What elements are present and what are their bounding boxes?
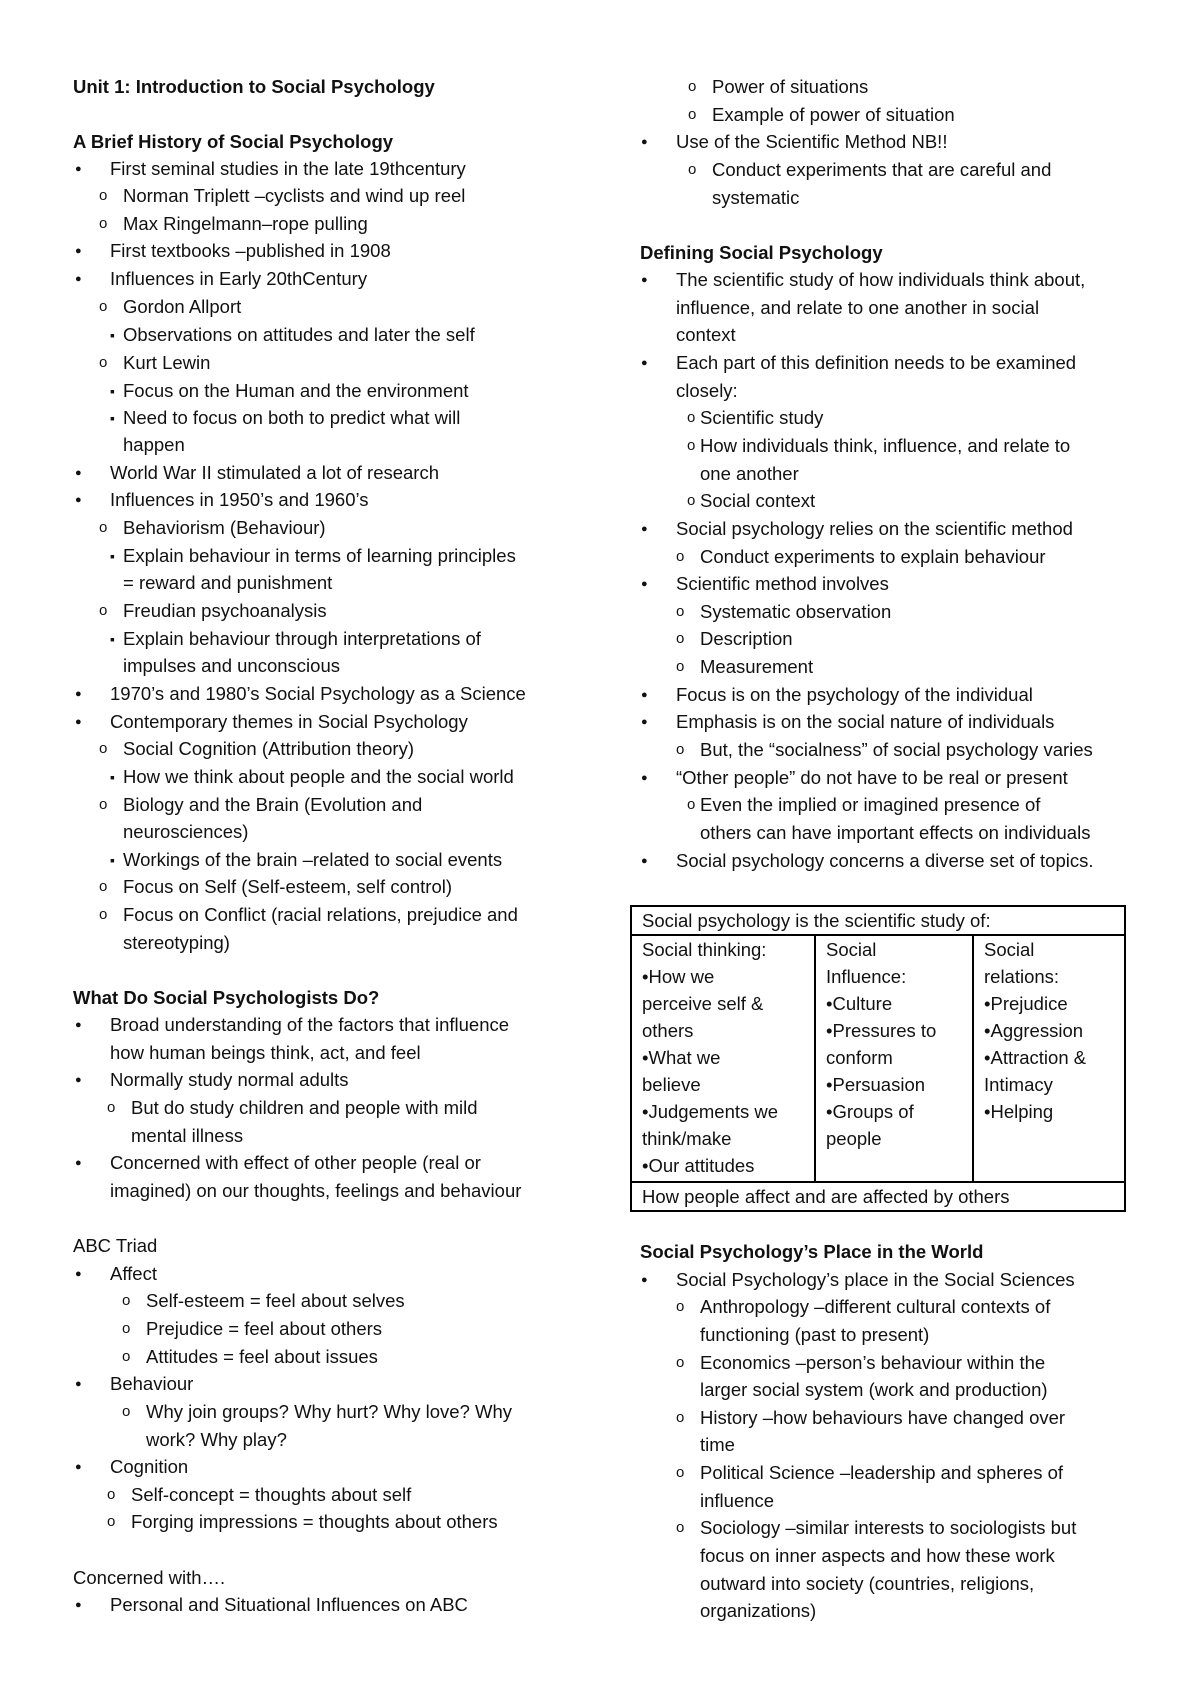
list-item: o Behaviorism (Behaviour) <box>123 517 326 539</box>
table-cell-social-relations <box>973 935 1125 1182</box>
section-heading-defining: Defining Social Psychology <box>640 242 883 263</box>
list-item: closely: <box>676 380 738 401</box>
cell-line: Social <box>826 939 877 960</box>
list-item: ▪ Focus on the Human and the environment <box>123 380 469 402</box>
list-item: systematic <box>712 187 800 208</box>
list-item: o Gordon Allport <box>123 296 241 318</box>
list-item: o Attitudes = feel about issues <box>146 1346 378 1368</box>
list-item: organizations) <box>700 1600 817 1621</box>
list-item: o Kurt Lewin <box>123 352 210 374</box>
cell-line: believe <box>642 1074 701 1095</box>
cell-line: people <box>826 1128 882 1149</box>
list-item: o Scientific study <box>700 407 823 429</box>
list-item: o Conduct experiments to explain behaviour <box>700 546 1046 568</box>
list-item: ● World War II stimulated a lot of research <box>110 462 439 484</box>
section-heading-place: Social Psychology’s Place in the World <box>640 1241 984 1262</box>
list-item: o Anthropology –different cultural contexts of <box>700 1296 1050 1318</box>
list-item: ● Focus is on the psychology of the individual <box>676 684 1033 706</box>
page-title: Unit 1: Introduction to Social Psychology <box>73 76 435 97</box>
list-item: functioning (past to present) <box>700 1324 930 1345</box>
list-item: o Freudian psychoanalysis <box>123 600 327 622</box>
cell-line: conform <box>826 1047 893 1068</box>
list-item: ● Affect <box>110 1263 157 1285</box>
cell-line: •Judgements we <box>642 1101 779 1122</box>
list-item: ● Personal and Situational Influences on ABC <box>110 1594 468 1616</box>
list-item: o Self-esteem = feel about selves <box>146 1290 405 1312</box>
table-header: Social psychology is the scientific study of: <box>642 910 991 931</box>
list-item: ● “Other people” do not have to be real or present <box>676 767 1068 789</box>
cell-line: •Groups of <box>826 1101 914 1122</box>
list-item: o Even the implied or imagined presence of <box>700 794 1040 816</box>
list-item: o Biology and the Brain (Evolution and <box>123 794 422 816</box>
section-heading-abc: ABC Triad <box>73 1235 158 1256</box>
list-item: ● Scientific method involves <box>676 573 889 595</box>
list-item: o Social context <box>700 490 815 512</box>
table-cell-social-thinking <box>631 935 815 1182</box>
list-item: ● Concerned with effect of other people (real or <box>110 1152 481 1174</box>
list-item: mental illness <box>131 1125 244 1146</box>
list-item: o Example of power of situation <box>712 104 955 126</box>
list-item: influence <box>700 1490 775 1511</box>
cell-line: •What we <box>642 1047 721 1068</box>
list-item: o Political Science –leadership and spheres of <box>700 1462 1063 1484</box>
list-item: focus on inner aspects and how these work <box>700 1545 1055 1566</box>
cell-line: •Prejudice <box>984 993 1068 1014</box>
cell-line: others <box>642 1020 694 1041</box>
list-item: o Conduct experiments that are careful and <box>712 159 1051 181</box>
list-item: ▪ Explain behaviour in terms of learning principles <box>123 545 516 567</box>
cell-line: Social <box>984 939 1035 960</box>
table-footer-cell <box>631 1182 1125 1211</box>
list-item: one another <box>700 463 799 484</box>
list-item: ● The scientific study of how individuals think about, <box>676 269 1085 291</box>
section-heading-what: What Do Social Psychologists Do? <box>73 987 380 1008</box>
cell-line: •Helping <box>984 1101 1054 1122</box>
list-item: impulses and unconscious <box>123 655 340 676</box>
list-item: o But, the “socialness” of social psychology varies <box>700 739 1093 761</box>
list-item: o How individuals think, influence, and relate to <box>700 435 1070 457</box>
list-item: ▪ How we think about people and the social world <box>123 766 514 788</box>
cell-line: •Aggression <box>984 1020 1084 1041</box>
list-item: o Description <box>700 628 793 650</box>
list-item: work? Why play? <box>146 1429 287 1450</box>
list-item: o Measurement <box>700 656 813 678</box>
list-item: ● Social psychology concerns a diverse set of topics. <box>676 850 1094 872</box>
list-item: larger social system (work and production) <box>700 1379 1048 1400</box>
list-item: ● 1970’s and 1980’s Social Psychology as a Science <box>110 683 526 705</box>
list-item: neurosciences) <box>123 821 249 842</box>
list-item: ● First textbooks –published in 1908 <box>110 240 391 262</box>
table-footer: How people affect and are affected by others <box>642 1186 1010 1207</box>
list-item: ▪ Need to focus on both to predict what will <box>123 407 460 429</box>
list-item: ● Emphasis is on the social nature of individuals <box>676 711 1054 733</box>
list-item: = reward and punishment <box>123 572 333 593</box>
list-item: o Self-concept = thoughts about self <box>131 1484 411 1506</box>
table-cell-social-influence <box>815 935 973 1182</box>
section-heading-history: A Brief History of Social Psychology <box>73 131 394 152</box>
list-item: ▪ Explain behaviour through interpretations of <box>123 628 481 650</box>
list-item: o Systematic observation <box>700 601 891 623</box>
list-item: stereotyping) <box>123 932 230 953</box>
cell-line: •Our attitudes <box>642 1155 755 1176</box>
list-item: o Power of situations <box>712 76 868 98</box>
list-item: happen <box>123 434 185 455</box>
cell-line: perceive self & <box>642 993 764 1014</box>
cell-line: Influence: <box>826 966 907 987</box>
section-heading-concerned: Concerned with…. <box>73 1567 226 1588</box>
list-item: o Focus on Conflict (racial relations, prejudice and <box>123 904 518 926</box>
cell-line: Social thinking: <box>642 939 767 960</box>
list-item: ● Contemporary themes in Social Psychology <box>110 711 468 733</box>
list-item: others can have important effects on individuals <box>700 822 1091 843</box>
cell-line: •Pressures to <box>826 1020 937 1041</box>
list-item: o But do study children and people with mild <box>131 1097 478 1119</box>
cell-line: •Culture <box>826 993 893 1014</box>
cell-line: Intimacy <box>984 1074 1053 1095</box>
table-header-cell <box>631 906 1125 935</box>
list-item: o Prejudice = feel about others <box>146 1318 382 1340</box>
social-psychology-table <box>630 905 1126 1212</box>
list-item: o History –how behaviours have changed over <box>700 1407 1065 1429</box>
list-item: ● Cognition <box>110 1456 188 1478</box>
list-item: ▪ Observations on attitudes and later the self <box>123 324 475 346</box>
list-item: o Economics –person’s behaviour within the <box>700 1352 1045 1374</box>
list-item: context <box>676 324 736 345</box>
list-item: ● Influences in 1950’s and 1960’s <box>110 489 369 511</box>
cell-line: •Attraction & <box>984 1047 1087 1068</box>
list-item: imagined) on our thoughts, feelings and behaviour <box>110 1180 522 1201</box>
list-item: influence, and relate to one another in social <box>676 297 1040 318</box>
list-item: o Sociology –similar interests to sociologists but <box>700 1517 1076 1539</box>
list-item: outward into society (countries, religions, <box>700 1573 1035 1594</box>
cell-line: think/make <box>642 1128 732 1149</box>
list-item: ▪ Workings of the brain –related to social events <box>123 849 502 871</box>
list-item: ● Use of the Scientific Method NB!! <box>676 131 947 153</box>
list-item: o Why join groups? Why hurt? Why love? Why <box>146 1401 512 1423</box>
list-item: ● Influences in Early 20thCentury <box>110 268 367 290</box>
cell-line: •How we <box>642 966 715 987</box>
list-item: o Norman Triplett –cyclists and wind up reel <box>123 185 465 207</box>
list-item: ● Social psychology relies on the scientific method <box>676 518 1073 540</box>
list-item: ● Social Psychology’s place in the Social Sciences <box>676 1269 1075 1291</box>
list-item: time <box>700 1434 735 1455</box>
list-item: ● Behaviour <box>110 1373 193 1395</box>
list-item: o Social Cognition (Attribution theory) <box>123 738 414 760</box>
cell-line: relations: <box>984 966 1060 987</box>
list-item: ● Normally study normal adults <box>110 1069 349 1091</box>
list-item: o Max Ringelmann–rope pulling <box>123 213 368 235</box>
list-item: ● First seminal studies in the late 19thcentury <box>110 158 466 180</box>
list-item: o Forging impressions = thoughts about others <box>131 1511 498 1533</box>
list-item: ● Broad understanding of the factors that influence <box>110 1014 509 1036</box>
list-item: o Focus on Self (Self-esteem, self control) <box>123 876 452 898</box>
list-item: how human beings think, act, and feel <box>110 1042 421 1063</box>
list-item: ● Each part of this definition needs to be examined <box>676 352 1076 374</box>
cell-line: •Persuasion <box>826 1074 926 1095</box>
